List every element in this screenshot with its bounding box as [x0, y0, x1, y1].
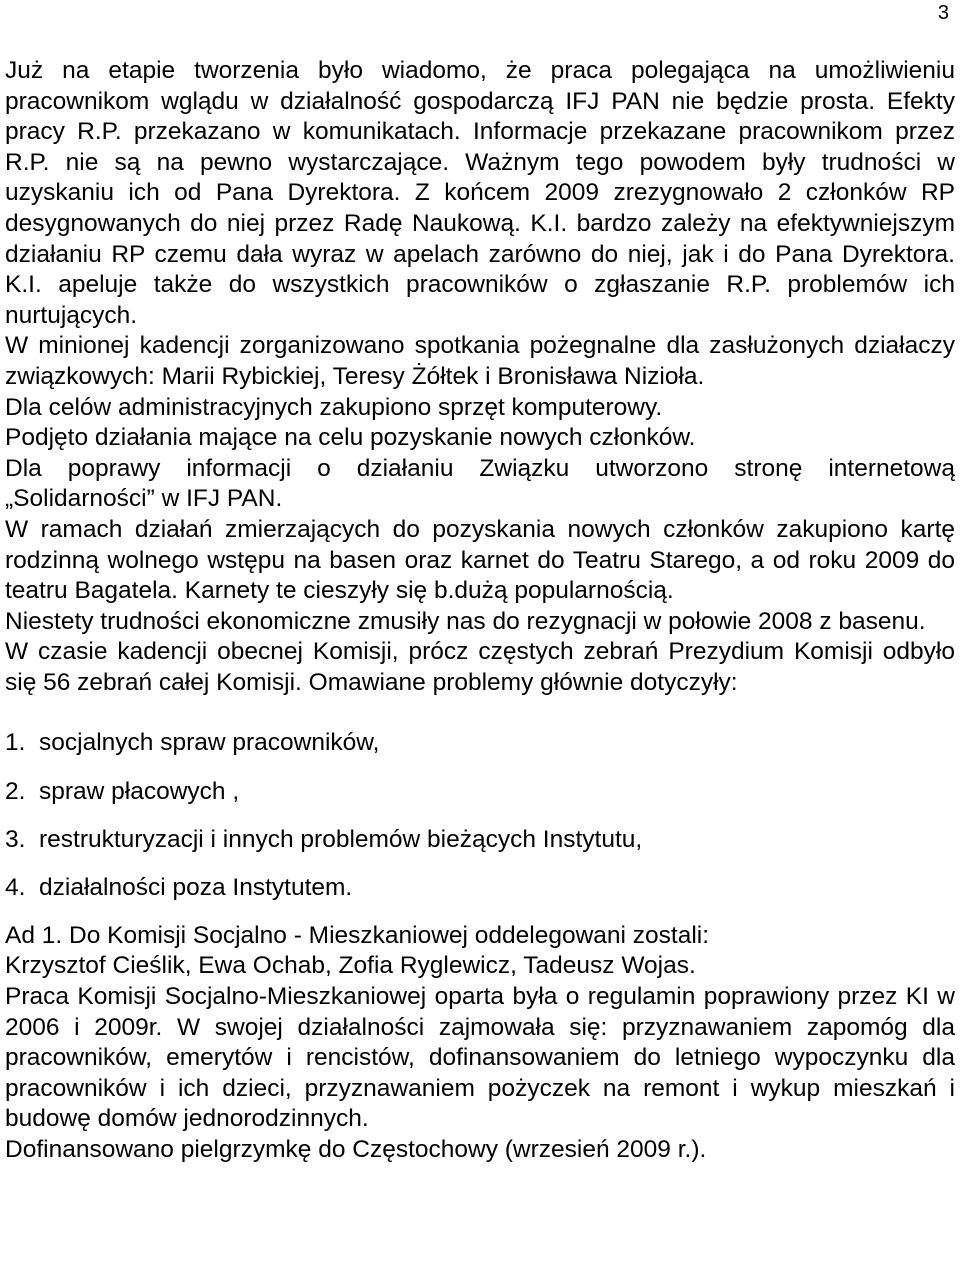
list-item: [5, 777, 955, 808]
paragraph-commission-members: Krzysztof Cieślik, Ewa Ochab, Zofia Ryglewicz, Tadeusz Wojas.: [5, 952, 696, 980]
topics-list: [5, 728, 955, 903]
paragraph-commission-work: Praca Komisji Socjalno-Mieszkaniowej oparta była o regulamin poprawiony przez KI w 2006 i 2009r. W swojej działalności zajmowała się: przyznawaniem zapomóg dla pracowników, emerytów i rencistów, dofinansowaniem do letniego wypoczynku dla pracowników i ich dzieci, przyznawaniem pożyczek na remont i wykup mieszkań i budowę domów jednorodzinnych.: [5, 983, 955, 1133]
paragraph-commission-meetings: W czasie kadencji obecnej Komisji, prócz częstych zebrań Prezydium Komisji odbyło się 56 zebrań całej Komisji. Omawiane problemy głównie dotyczyły:: [5, 638, 955, 696]
list-item: [5, 873, 955, 904]
paragraph-social-commission: Ad 1. Do Komisji Socjalno - Mieszkaniowej oddelegowani zostali:: [5, 921, 710, 949]
page-content: [5, 56, 955, 1166]
list-item-text: restrukturyzacji i innych problemów bieżących Instytutu,: [39, 825, 643, 853]
list-item-number: 2.: [5, 777, 26, 805]
list-item: [5, 825, 955, 856]
list-item-number: 3.: [5, 825, 26, 853]
list-item-text: spraw płacowych ,: [39, 777, 240, 805]
paragraph-rp-information: Już na etapie tworzenia było wiadomo, że praca polegająca na umożliwieniu pracownikom wglądu w działalność gospodarczą IFJ PAN nie będzie prosta. Efekty pracy R.P. przekazano w komunikatach. Informacje przekazane pracownikom przez R.P. nie są na pewno wystarczające. Ważnym tego powodem były trudności w uzyskaniu ich od Pana Dyrektora. Z końcem 2009 zrezygnowało 2 członków RP desygnowanych do niej przez Radę Naukową. K.I. bardzo zależy na efektywniejszym działaniu RP czemu dała wyraz w apelach zarówno do niej, jak i do Pana Dyrektora. K.I. apeluje także do wszystkich pracowników o zgłaszanie R.P. problemów ich nurtujących.: [5, 57, 955, 329]
list-item-text: działalności poza Instytutem.: [39, 873, 353, 901]
list-item-number: 1.: [5, 729, 26, 757]
paragraph-farewell-meetings: W minionej kadencji zorganizowano spotkania pożegnalne dla zasłużonych działaczy związkowych: Marii Rybickiej, Teresy Żółtek i Bronisława Nizioła.: [5, 332, 955, 390]
page-number: 3: [937, 2, 949, 24]
list-item-number: 4.: [5, 873, 26, 901]
paragraph-pilgrimage: Dofinansowano pielgrzymkę do Częstochowy (wrzesień 2009 r.).: [5, 1136, 707, 1163]
paragraph-pool-resignation: Niestety trudności ekonomiczne zmusiły nas do rezygnacji w połowie 2008 z basenu.: [5, 607, 926, 635]
list-item-text: socjalnych spraw pracowników,: [39, 729, 380, 757]
paragraph-new-members: Podjęto działania mające na celu pozyskanie nowych członków.: [5, 424, 696, 452]
paragraph-website: Dla poprawy informacji o działaniu Związku utworzono stronę internetową „Solidarności” w IFJ PAN.: [5, 454, 955, 513]
list-item: [5, 728, 955, 759]
paragraph-pool-theatre: W ramach działań zmierzających do pozyskania nowych członków zakupiono kartę rodzinną wolnego wstępu na basen oraz karnet do Teatru Starego, a od roku 2009 do teatru Bagatela. Karnety te cieszyły się b.dużą popularnością.: [5, 515, 955, 605]
paragraph-computer-equipment: Dla celów administracyjnych zakupiono sprzęt komputerowy.: [5, 393, 663, 421]
